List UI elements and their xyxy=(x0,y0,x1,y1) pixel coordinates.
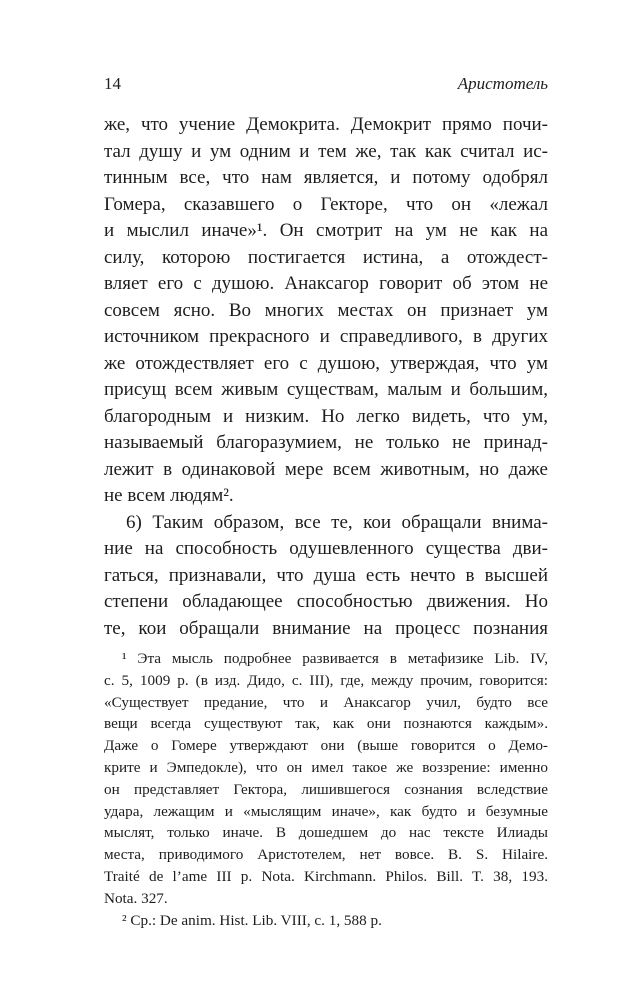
page-number: 14 xyxy=(104,74,121,93)
body-text xyxy=(104,112,548,642)
footnote-line: удара, лежащим и «мыслящим иначе», как будто и безумные xyxy=(104,802,548,820)
text-line: называемый благоразумием, не только не принад- xyxy=(104,432,548,453)
footnote-line: вещи всегда существуют так, как они познаются каждым». xyxy=(104,715,548,733)
text-line: те, кои обращали внимание на процесс познания xyxy=(104,617,548,639)
text-line: не всем людям². xyxy=(104,485,234,506)
text-line: силу, которою постигается истина, а отождест- xyxy=(104,246,548,268)
footnote-line: с. 5, 1009 p. (в изд. Дидо, с. III), где, между прочим, говорится: xyxy=(104,671,548,689)
running-head: Аристотель xyxy=(457,74,548,93)
footnote-line: «Существует предание, что и Анаксагор учил, будто все xyxy=(104,693,548,711)
text-line: благородным и низким. Но легко видеть, что ум, xyxy=(104,405,548,427)
text-line: Гомера, сказавшего о Гекторе, что он «лежал xyxy=(104,193,548,215)
footnote-line: мыслят, только иначе. В дошедшем до нас тексте Илиады xyxy=(104,824,548,842)
text-line: ние на способность одушевленного существа дви- xyxy=(104,538,548,559)
page-header xyxy=(104,74,548,94)
text-line: гаться, признавали, что душа есть нечто в высшей xyxy=(104,564,548,586)
text-line: и мыслил иначе»¹. Он смотрит на ум не как на xyxy=(104,220,548,241)
footnotes xyxy=(104,648,548,931)
footnote-line: ¹ Эта мысль подробнее развивается в метафизике Lib. IV, xyxy=(122,650,548,667)
text-line: лежит в одинаковой мере всем животным, но даже xyxy=(104,458,548,480)
footnote-line: он представляет Гектора, лишившегося сознания вследствие xyxy=(104,780,548,798)
text-line: совсем ясно. Во многих местах он признает ум xyxy=(104,299,548,321)
footnote-line: крите и Эмпедокле), что он имел такое же воззрение: именно xyxy=(104,758,548,776)
text-line: же отождествляет его с душою, утверждая, что ум xyxy=(104,352,548,374)
text-line: источником прекрасного и справедливого, в других xyxy=(104,326,548,347)
text-line: тинным все, что нам является, и потому одобрял xyxy=(104,167,548,188)
text-line: тал душу и ум одним и тем же, так как считал ис- xyxy=(104,140,548,162)
text-line: степени обладающее способностью движения. Но xyxy=(104,591,548,612)
footnote-line: места, приводимого Аристотелем, нет вовсе. B. S. Hilaire. xyxy=(104,846,548,864)
footnote-line: ² Ср.: De anim. Hist. Lib. VIII, с. 1, 588 p. xyxy=(122,911,382,929)
footnote-line: Даже о Гомере утверждают они (выше говорится о Демо- xyxy=(104,737,548,755)
text-line: же, что учение Демокрита. Демокрит прямо почи- xyxy=(104,114,548,135)
footnote-line: Nota. 327. xyxy=(104,889,168,907)
text-line: 6) Таким образом, все те, кои обращали внима- xyxy=(126,511,548,533)
footnote-line: Traité de l’ame III p. Nota. Kirchmann. Philos. Bill. T. 38, 193. xyxy=(104,867,548,885)
text-line: присущ всем живым существам, малым и большим, xyxy=(104,379,548,400)
text-line: вляет его с душою. Анаксагор говорит об этом не xyxy=(104,273,548,294)
